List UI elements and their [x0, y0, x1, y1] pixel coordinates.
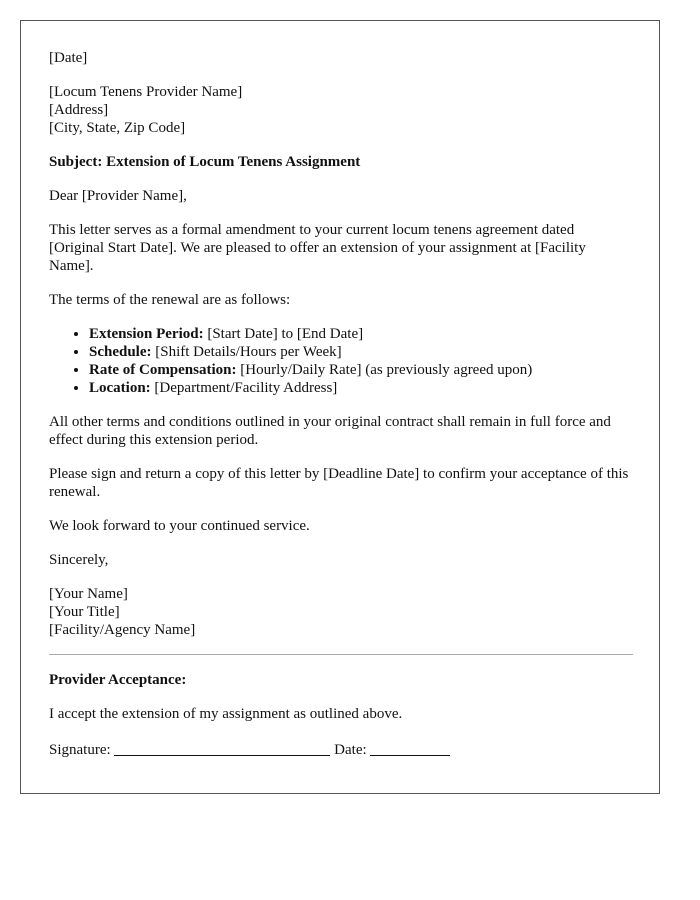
term-label: Extension Period:: [89, 326, 204, 342]
closing: Sincerely,: [49, 552, 109, 568]
sender-organization: [Facility/Agency Name]: [49, 622, 196, 638]
term-value: [Shift Details/Hours per Week]: [151, 344, 342, 360]
sender-name: [Your Name]: [49, 586, 128, 602]
closing-line: We look forward to your continued service.: [49, 518, 310, 534]
term-location: [89, 379, 631, 397]
other-terms-paragraph: All other terms and conditions outlined in your original contract shall remain in full force and effect during this extension period.: [49, 414, 611, 448]
acceptance-statement: I accept the extension of my assignment as outlined above.: [49, 706, 403, 722]
letter-date: [Date]: [49, 50, 88, 66]
recipient-address: [Address]: [49, 102, 109, 118]
recipient-city-state-zip: [City, State, Zip Code]: [49, 120, 186, 136]
date-label: Date:: [334, 742, 367, 758]
section-divider: [49, 654, 633, 655]
term-label: Schedule:: [89, 344, 152, 360]
term-label: Rate of Compensation:: [89, 362, 237, 378]
intro-paragraph: This letter serves as a formal amendment to your current locum tenens agreement dated [Original Start Date]. We are pleased to offer an extension of your assignment at [Facility Name].: [49, 222, 586, 274]
recipient-address-block: [49, 83, 631, 137]
term-label: Location:: [89, 380, 151, 396]
letter-subject: [49, 153, 631, 171]
signature-line[interactable]: [114, 741, 330, 756]
sign-request-paragraph: Please sign and return a copy of this letter by [Deadline Date] to confirm your acceptance of this renewal.: [49, 466, 629, 500]
recipient-name: [Locum Tenens Provider Name]: [49, 84, 243, 100]
term-extension-period: [89, 325, 631, 343]
acceptance-heading-text: Provider Acceptance:: [49, 672, 187, 688]
term-value: [Department/Facility Address]: [150, 380, 338, 396]
term-value: [Hourly/Daily Rate] (as previously agreed upon): [236, 362, 533, 378]
salutation: Dear [Provider Name],: [49, 188, 187, 204]
signature-row: [49, 739, 631, 759]
term-schedule: [89, 343, 631, 361]
sender-block: [49, 585, 631, 639]
terms-heading: The terms of the renewal are as follows:: [49, 292, 291, 308]
date-line[interactable]: [370, 741, 450, 756]
signature-label: Signature:: [49, 742, 111, 758]
terms-list: [49, 325, 631, 397]
acceptance-heading: [49, 671, 631, 689]
letter-document: [20, 20, 660, 794]
sender-title: [Your Title]: [49, 604, 120, 620]
term-rate-of-compensation: [89, 361, 631, 379]
term-value: [Start Date] to [End Date]: [203, 326, 364, 342]
subject-text: Subject: Extension of Locum Tenens Assignment: [49, 154, 361, 170]
